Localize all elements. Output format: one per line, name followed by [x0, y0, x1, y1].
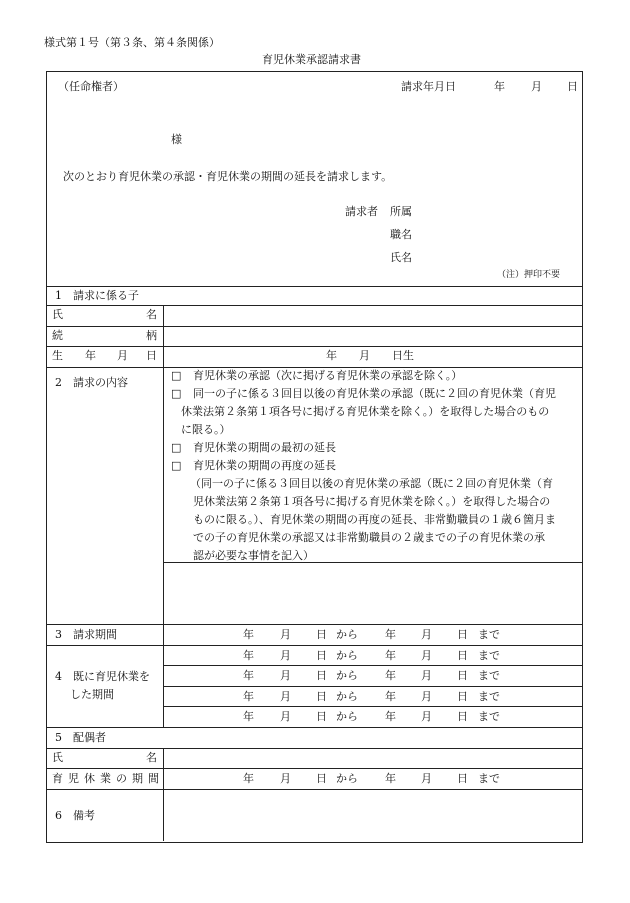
rule-period-2: [163, 686, 582, 687]
section1-title: 1 請求に係る子: [55, 289, 139, 302]
option1-text: 育児休業の承認（次に掲げる育児休業の承認を除く。）: [193, 369, 463, 382]
period-row-4-until-end: まで: [478, 690, 500, 703]
birth-value: 年 月 日生: [326, 349, 414, 362]
period-row-6-from-start: から: [336, 772, 358, 785]
period-row-6-year-end: 年: [385, 772, 396, 785]
section4-label-line2: した期間: [70, 688, 114, 701]
rule-section5: [46, 727, 582, 728]
period-row-1-month-end: 月: [421, 628, 432, 641]
period-row-6-month-end: 月: [421, 772, 432, 785]
section2-label: 2 請求の内容: [55, 376, 128, 389]
request-date-year: 年: [494, 80, 505, 93]
rule-section3: [46, 624, 582, 625]
period-row-6-month-start: 月: [280, 772, 291, 785]
period-row-2-month-end: 月: [421, 649, 432, 662]
period-row-3-until-end: まで: [478, 669, 500, 682]
requester-dept-label: 所属: [390, 205, 412, 218]
birth-label-4: 日: [146, 349, 157, 362]
child-name-label-a: 氏: [52, 308, 63, 321]
rule-spouse-leave: [46, 768, 582, 769]
period-row-1-year-end: 年: [385, 628, 396, 641]
child-relation-label-a: 続: [52, 329, 63, 342]
spouse-leave-label-char: の: [116, 772, 127, 785]
period-row-4-year-start: 年: [243, 690, 254, 703]
period-row-6-until-end: まで: [478, 772, 500, 785]
period-row-1-day-start: 日: [316, 628, 327, 641]
authority-label: （任命権者）: [58, 80, 124, 93]
request-date-month: 月: [531, 80, 542, 93]
child-relation-label-b: 柄: [146, 329, 157, 342]
period-row-5-day-start: 日: [316, 710, 327, 723]
rule-section2: [46, 367, 582, 368]
reason-note-line4: での子の育児休業の承認又は非常勤職員の２歳までの子の育児休業の承: [193, 531, 545, 544]
section4-label-line1: 4 既に育児休業を: [55, 670, 150, 683]
spouse-leave-label-char: 業: [100, 772, 111, 785]
reason-note-line1: （同一の子に係る３回目以後の育児休業の承認（既に２回の育児休業（育: [190, 477, 553, 490]
period-row-1-day-end: 日: [457, 628, 468, 641]
period-row-4-month-end: 月: [421, 690, 432, 703]
reason-input-area[interactable]: [164, 563, 581, 623]
request-date-day: 日: [567, 80, 578, 93]
period-row-4-day-end: 日: [457, 690, 468, 703]
period-row-5-from-start: から: [336, 710, 358, 723]
period-row-2-day-start: 日: [316, 649, 327, 662]
rule-section4: [46, 645, 582, 646]
form-number: 様式第１号（第３条、第４条関係）: [44, 36, 220, 49]
reason-note-line5: 認が必要な事情を記入）: [193, 549, 314, 562]
period-row-4-month-start: 月: [280, 690, 291, 703]
period-row-4-day-start: 日: [316, 690, 327, 703]
period-row-6-year-start: 年: [243, 772, 254, 785]
checkbox-option2[interactable]: □: [171, 387, 182, 400]
option2-text-line2: 休業法第２条第１項各号に掲げる育児休業を除く。）を取得した場合のもの: [181, 405, 550, 418]
request-date-label: 請求年月日: [401, 80, 456, 93]
birth-label-1: 生: [52, 349, 63, 362]
spouse-leave-label-char: 間: [148, 772, 159, 785]
reason-note-line2: 児休業法第２条第１項各号に掲げる育児休業を除く。）を取得した場合の: [193, 495, 551, 508]
request-statement: 次のとおり育児休業の承認・育児休業の期間の延長を請求します。: [63, 170, 393, 183]
spouse-leave-label-char: 休: [84, 772, 95, 785]
option2-text-line1: 同一の子に係る３回目以後の育児休業の承認（既に２回の育児休業（育児: [193, 387, 556, 400]
period-row-3-day-start: 日: [316, 669, 327, 682]
period-row-3-year-end: 年: [385, 669, 396, 682]
period-row-2-year-end: 年: [385, 649, 396, 662]
period-row-2-from-start: から: [336, 649, 358, 662]
rule-child-relation: [46, 326, 582, 327]
period-row-4-year-end: 年: [385, 690, 396, 703]
remarks-input-area[interactable]: [164, 790, 581, 840]
spouse-leave-label-char: 期: [132, 772, 143, 785]
section6-label: 6 備考: [55, 809, 95, 822]
checkbox-option1[interactable]: □: [171, 369, 182, 382]
rule-section1: [46, 286, 582, 287]
form-title: 育児休業承認請求書: [262, 53, 361, 66]
birth-label-3: 月: [117, 349, 128, 362]
period-row-5-month-start: 月: [280, 710, 291, 723]
period-row-5-year-end: 年: [385, 710, 396, 723]
rule-period-3: [163, 706, 582, 707]
option4-text: 育児休業の期間の再度の延長: [193, 459, 336, 472]
spouse-name-label-a: 氏: [52, 751, 63, 764]
checkbox-option3[interactable]: □: [171, 441, 182, 454]
child-name-label-b: 名: [146, 308, 157, 321]
spouse-name-label-b: 名: [146, 751, 157, 764]
period-row-5-until-end: まで: [478, 710, 500, 723]
period-row-3-day-end: 日: [457, 669, 468, 682]
period-row-1-until-end: まで: [478, 628, 500, 641]
period-row-2-month-start: 月: [280, 649, 291, 662]
period-row-3-from-start: から: [336, 669, 358, 682]
rule-spouse-name: [46, 748, 582, 749]
requester-position-label: 職名: [390, 228, 412, 241]
period-row-1-from-start: から: [336, 628, 358, 641]
period-row-3-month-start: 月: [280, 669, 291, 682]
birth-label-2: 年: [85, 349, 96, 362]
period-row-3-year-start: 年: [243, 669, 254, 682]
requester-name-label: 氏名: [390, 251, 412, 264]
section5-title: 5 配偶者: [55, 731, 106, 744]
period-row-2-until-end: まで: [478, 649, 500, 662]
period-row-2-day-end: 日: [457, 649, 468, 662]
period-row-5-day-end: 日: [457, 710, 468, 723]
period-row-6-day-end: 日: [457, 772, 468, 785]
checkbox-option4[interactable]: □: [171, 459, 182, 472]
period-row-5-month-end: 月: [421, 710, 432, 723]
rule-period-1: [163, 665, 582, 666]
spouse-leave-label-char: 児: [68, 772, 79, 785]
period-row-5-year-start: 年: [243, 710, 254, 723]
rule-label-column: [163, 305, 164, 727]
reason-note-line3: ものに限る。）、育児休業の期間の再度の延長、非常勤職員の１歳６箇月ま: [193, 513, 556, 526]
period-row-3-month-end: 月: [421, 669, 432, 682]
section3-label: 3 請求期間: [55, 628, 117, 641]
rule-child-birth: [46, 346, 582, 347]
period-row-1-month-start: 月: [280, 628, 291, 641]
rule-child-name: [46, 305, 582, 306]
period-row-2-year-start: 年: [243, 649, 254, 662]
spouse-leave-label-char: 育: [52, 772, 63, 785]
period-row-4-from-start: から: [336, 690, 358, 703]
option3-text: 育児休業の期間の最初の延長: [193, 441, 336, 454]
period-row-6-day-start: 日: [316, 772, 327, 785]
period-row-1-year-start: 年: [243, 628, 254, 641]
option2-text-line3: に限る。）: [181, 423, 231, 436]
requester-label: 請求者: [345, 205, 378, 218]
seal-not-required-note: （注）押印不要: [497, 270, 561, 280]
addressee-sama: 様: [171, 133, 182, 146]
